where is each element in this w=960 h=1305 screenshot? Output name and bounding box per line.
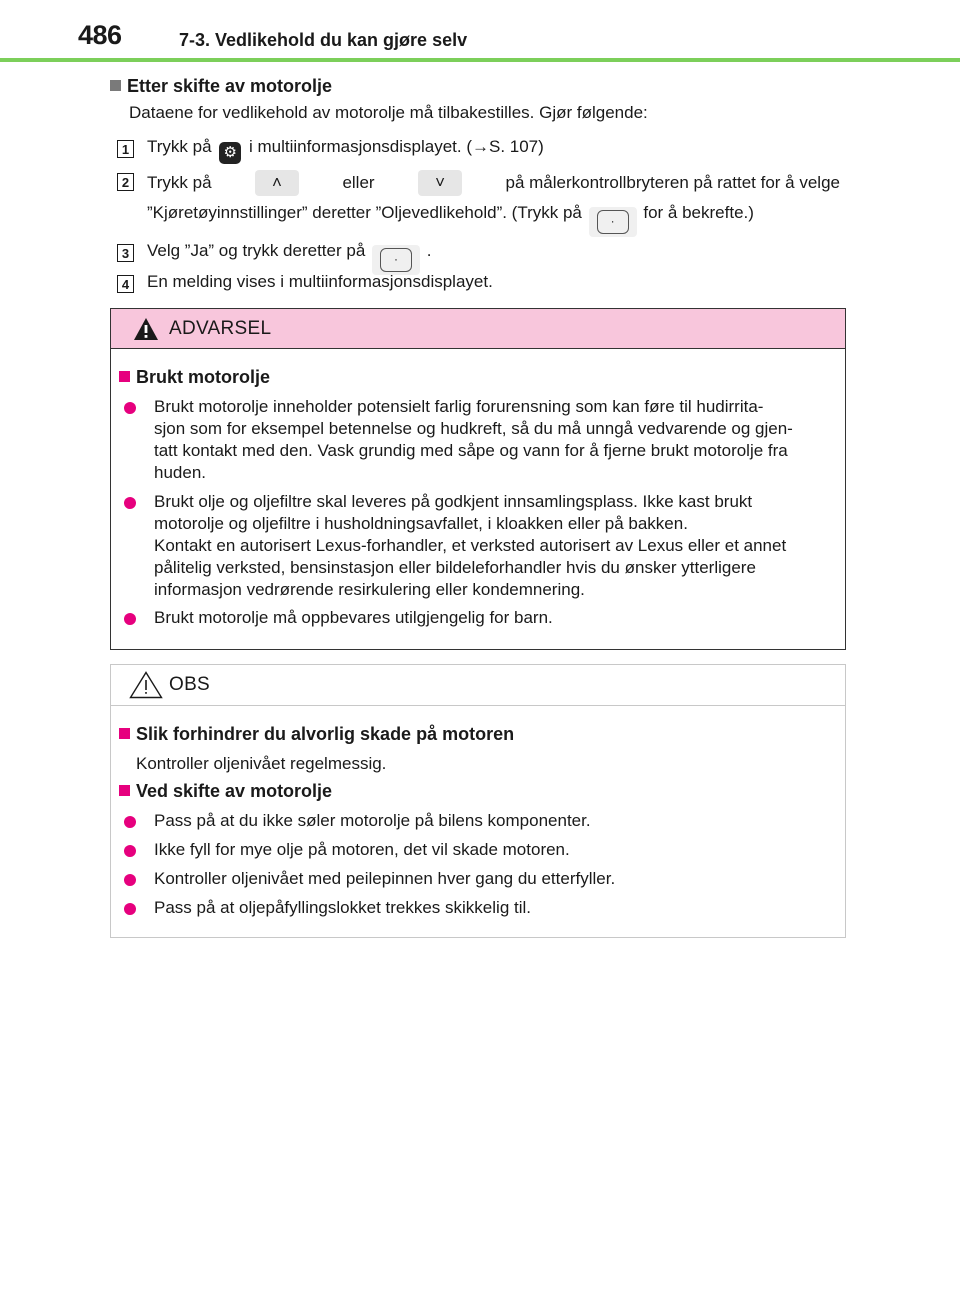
bullet-dot-icon — [124, 402, 136, 414]
square-bullet-icon — [119, 728, 130, 739]
caution-heading-1: Slik forhindrer du alvorlig skade på motoren — [119, 724, 514, 745]
ok-button-icon: · — [372, 245, 420, 275]
caution-box — [110, 664, 846, 938]
caution-header — [111, 665, 845, 706]
bullet-dot-icon — [124, 845, 136, 857]
warning-header — [111, 309, 845, 349]
list-item: Kontroller oljenivået med peilepinnen hver gang du etterfyller. — [124, 868, 840, 890]
list-item: Ikke fyll for mye olje på motoren, det vil skade motoren. — [124, 839, 840, 861]
list-item: Brukt motorolje må oppbevares utilgjengelig for barn. — [124, 607, 840, 629]
page-header — [0, 0, 960, 62]
bullet-dot-icon — [124, 613, 136, 625]
warning-box — [110, 308, 846, 650]
caution-triangle-icon — [129, 671, 163, 699]
caution-text-1: Kontroller oljenivået regelmessig. — [136, 754, 387, 773]
warning-triangle-icon — [133, 317, 159, 341]
list-item: Pass på at oljepåfyllingslokket trekkes skikkelig til. — [124, 897, 840, 919]
bullet-dot-icon — [124, 903, 136, 915]
list-item: Pass på at du ikke søler motorolje på bilens komponenter. — [124, 810, 840, 832]
warning-heading: Brukt motorolje — [119, 367, 270, 388]
caution-heading-2: Ved skifte av motorolje — [119, 781, 332, 802]
square-bullet-icon — [110, 80, 121, 91]
square-bullet-icon — [119, 371, 130, 382]
header-rule — [0, 58, 960, 62]
chevron-down-icon: ˅ — [418, 170, 462, 196]
chevron-up-icon: ˄ — [255, 170, 299, 196]
page-number: 486 — [78, 20, 122, 50]
warning-label: ADVARSEL — [169, 318, 272, 339]
list-item: Brukt motorolje inneholder potensielt farlig forurensning som kan føre til hudirrita- sjon som for eksempel betennelse og hudkreft, så du må unngå vedvarende og gjen- tatt kontakt med den. Vask grundig med såpe og vann for å fjerne brukt motorolje fra huden. — [124, 396, 840, 484]
bullet-dot-icon — [124, 816, 136, 828]
square-bullet-icon — [119, 785, 130, 796]
ok-button-icon: · — [589, 207, 637, 237]
gear-icon: ⚙ — [219, 142, 241, 164]
intro-text: Dataene for vedlikehold av motorolje må tilbakestilles. Gjør følgende: — [129, 103, 648, 122]
intro-heading: Etter skifte av motorolje — [110, 76, 332, 97]
list-item: Brukt olje og oljefiltre skal leveres på godkjent innsamlingsplass. Ikke kast brukt motorolje og oljefiltre i husholdningsavfallet, i kloakken eller på bakken. Kontakt en autorisert Lexus-forhandler, et verksted autorisert av Lexus eller et annet pålitelig verksted, bensinstasjon eller bildeleforhandler hvis du ønsker ytterligere informasjon vedrørende resirkulering eller kondemnering. — [124, 491, 840, 601]
section-title: 7-3. Vedlikehold du kan gjøre selv — [179, 30, 468, 50]
bullet-dot-icon — [124, 874, 136, 886]
caution-label: OBS — [169, 674, 211, 695]
bullet-dot-icon — [124, 497, 136, 509]
